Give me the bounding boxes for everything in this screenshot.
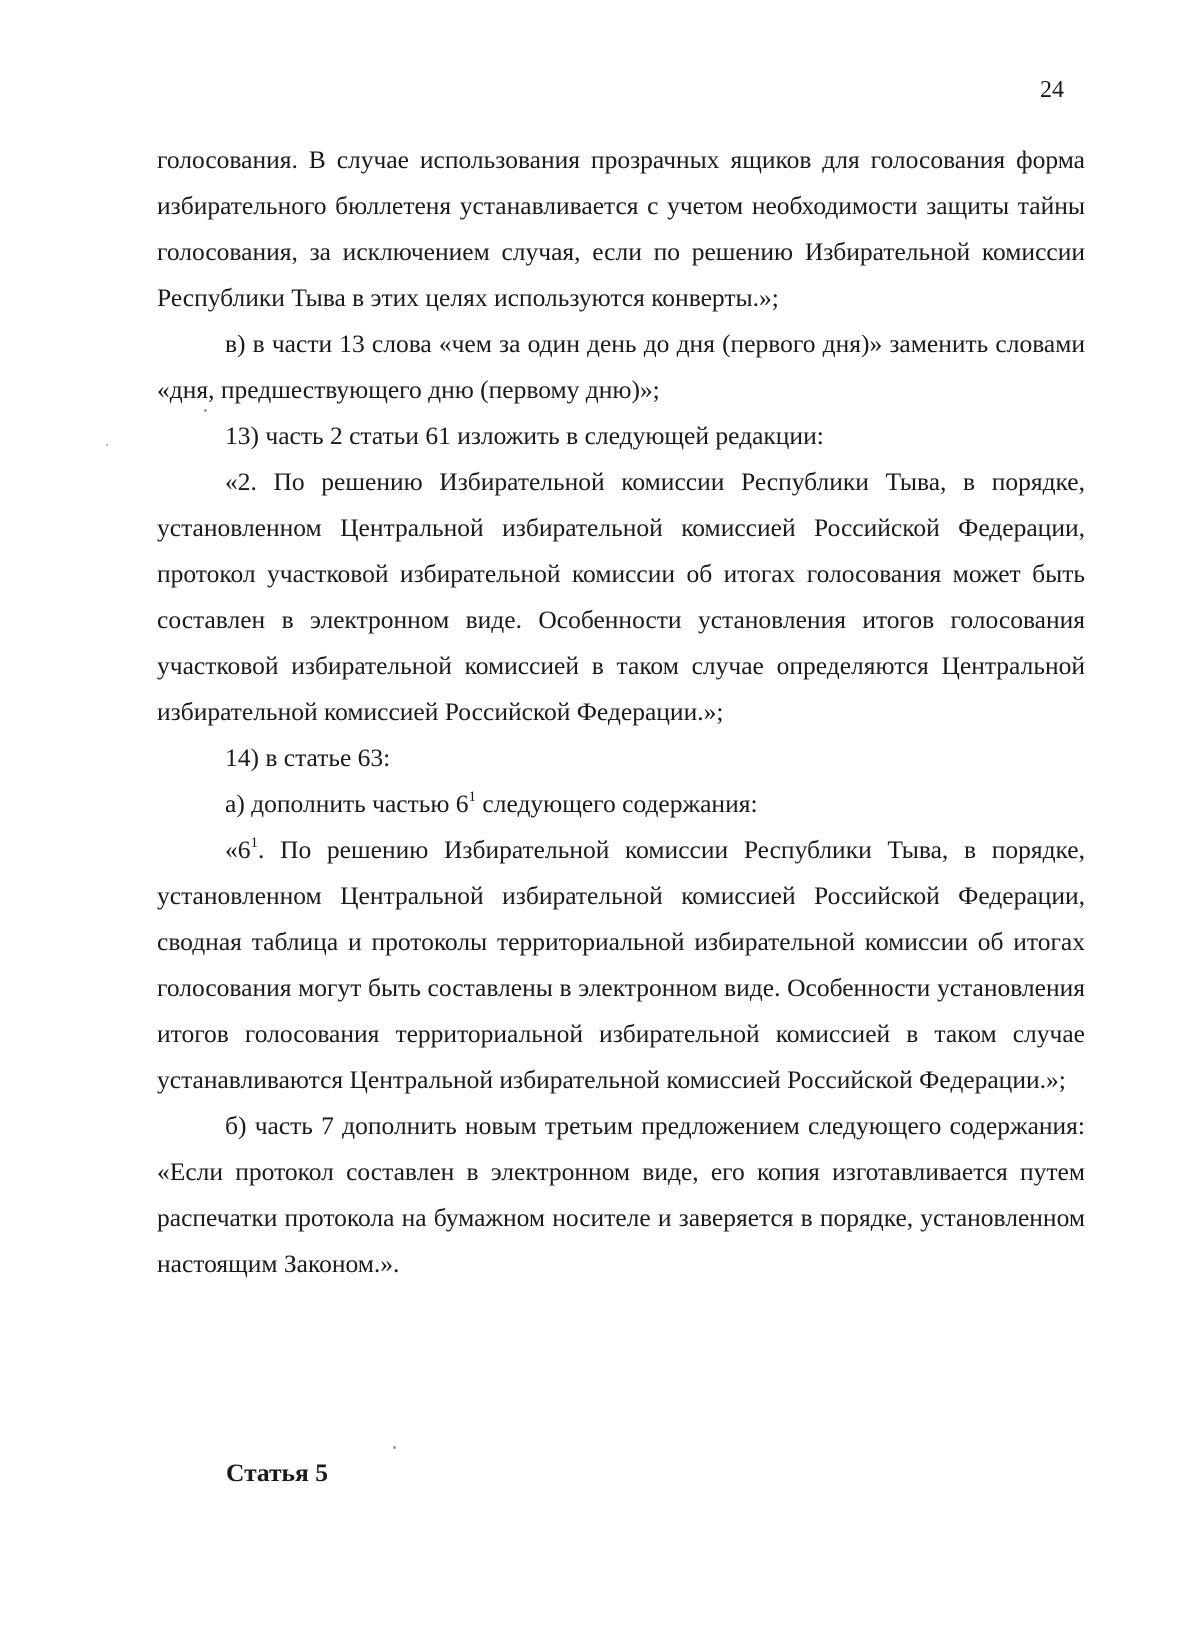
scan-speck bbox=[393, 1446, 396, 1449]
paragraph-text: . По решению Избирательной комиссии Республики Тыва, в порядке, установленном Центральной избирательной комиссией Российской Федерации, сводная таблица и протоколы территориальной избирательной комиссии об итогах голосования могут быть составлены в электронном виде. Особенности установления итогов голосования территориальной избирательной комиссией в таком случае устанавливаются Центральной избирательной комиссией Российской Федерации.»; bbox=[157, 835, 1085, 1094]
paragraph-text: а) дополнить частью 6 bbox=[225, 789, 469, 818]
paragraph-text: следующего содержания: bbox=[476, 789, 758, 818]
paragraph-amendment-a bbox=[157, 781, 1085, 827]
scan-speck bbox=[106, 444, 108, 446]
paragraph-text: «6 bbox=[225, 835, 251, 864]
superscript: 1 bbox=[468, 788, 477, 805]
paragraph-part-6-1-text bbox=[157, 827, 1085, 1103]
paragraph-part-2-text: «2. По решению Избирательной комиссии Республики Тыва, в порядке, установленном Центральной избирательной комиссией Российской Федерации, протокол участковой избирательной комиссии об итогах голосования может быть составлен в электронном виде. Особенности установления итогов голосования участковой избирательной комиссией в таком случае определяются Центральной избирательной комиссией Российской Федерации.»; bbox=[157, 467, 1085, 726]
document-body bbox=[157, 137, 1085, 1287]
article-heading: Статья 5 bbox=[226, 1458, 328, 1487]
superscript: 1 bbox=[250, 834, 258, 851]
scan-speck bbox=[204, 409, 207, 412]
paragraph-continuation: голосования. В случае использования прозрачных ящиков для голосования форма избирательного бюллетеня устанавливается с учетом необходимости защиты тайны голосования, за исключением случая, если по решению Избирательной комиссии Республики Тыва в этих целях используются конверты.»; bbox=[157, 145, 1085, 312]
paragraph-amendment-b: б) часть 7 дополнить новым третьим предложением следующего содержания: «Если протокол составлен в электронном виде, его копия изготавливается путем распечатки протокола на бумажном носителе и заверяется в порядке, установленном настоящим Законом.». bbox=[157, 1111, 1085, 1278]
page-number: 24 bbox=[1040, 77, 1064, 103]
paragraph-item-13: 13) часть 2 статьи 61 изложить в следующей редакции: bbox=[225, 421, 824, 450]
paragraph-item-14: 14) в статье 63: bbox=[225, 743, 391, 772]
paragraph-amendment-v: в) в части 13 слова «чем за один день до дня (первого дня)» заменить словами «дня, предшествующего дню (первому дню)»; bbox=[157, 329, 1085, 404]
